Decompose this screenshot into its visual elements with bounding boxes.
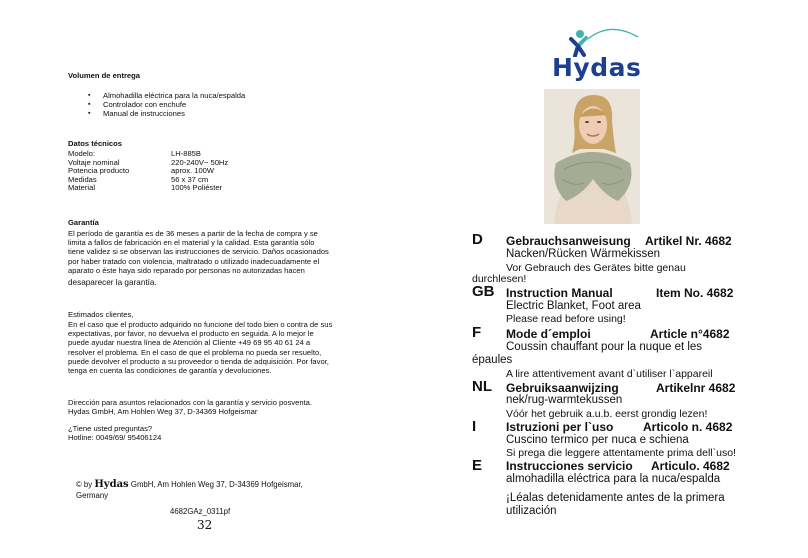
title-gb: Instruction Manual (506, 286, 613, 300)
title-i: Istruzioni per l`uso (506, 420, 614, 434)
lang-code-i: I (472, 418, 477, 435)
note-e: ¡Léalas detenidamente antes de la primera (506, 492, 725, 504)
list-item: ▪ Almohadilla eléctrica para la nuca/espalda (88, 91, 245, 100)
copyright-country: Germany (76, 491, 109, 500)
spec-key: Voltaje nominal (68, 157, 120, 167)
note2-d: durchlesen! (472, 273, 527, 285)
warranty-text (68, 229, 368, 275)
spec-value: 100% Poliéster (171, 183, 223, 193)
copyright-rest: GmbH, Am Hohlen Weg 37, D-34369 Hofgeismar, (130, 480, 303, 489)
product-d: Nacken/Rücken Wärmekissen (506, 248, 661, 260)
questions (68, 424, 161, 442)
lang-code-gb: GB (472, 283, 495, 300)
note-f: A lire attentivement avant d`utiliser l`appareil (506, 368, 713, 380)
title-nl: Gebruiksaanwijzing (506, 381, 619, 395)
item-e: Articulo. 4682 (651, 459, 730, 473)
warranty-line: limita a fallos de fabricación en el material y la calidad. Esta garantía sólo (68, 238, 315, 248)
product-e: almohadilla eléctrica para la nuca/espalda (506, 473, 721, 485)
product-photo (544, 89, 640, 224)
spec-key: Modelo: (68, 149, 96, 158)
delivery-list (88, 91, 245, 118)
woman-with-neck-pillow-icon (544, 89, 640, 224)
lang-code-e: E (472, 457, 483, 474)
list-item: ▪ Manual de instrucciones (88, 109, 245, 118)
note2-e: utilización (506, 505, 557, 517)
customers-line: puede devolver el producto a su proveedor o tienda de adquisición. Por favor, (68, 356, 329, 366)
product-nl: nek/rug-warmtekussen (506, 394, 623, 406)
lang-code-d: D (472, 231, 483, 248)
spec-key: Medidas (68, 174, 97, 184)
customers-text (68, 320, 368, 375)
product2-f: épaules (472, 354, 513, 366)
note-d: Vor Gebrauch des Gerätes bitte genau (506, 262, 686, 274)
note-nl: Vóór het gebruik a.u.b. eerst grondig lezen! (506, 408, 708, 420)
customers-line: expectativas, por favor, no devuelva el producto en seguida. A lo mejor le (68, 329, 314, 339)
warranty-line: tiene validez si se observan las instrucciones de servicio. Daños ocasionados (68, 247, 329, 257)
spec-value: aprox. 100W (171, 166, 215, 176)
item-i: Articolo n. 4682 (643, 420, 733, 434)
warranty-line: aparato o éste haya sido reparado por personas no autorizadas hacen (68, 265, 305, 275)
list-item: ▪ Controlador con enchufe (88, 100, 245, 109)
spec-key: Material (68, 183, 96, 193)
spec-value: 56 x 37 cm (171, 174, 209, 184)
title-f: Mode d´emploi (506, 327, 591, 341)
title-d: Gebrauchsanweisung (506, 234, 631, 248)
table-row (68, 184, 228, 193)
page-number: 32 (197, 518, 213, 532)
lang-code-nl: NL (472, 378, 492, 395)
questions-line: ¿Tiene usted preguntas? (68, 424, 153, 433)
tech-table (68, 150, 228, 193)
customers-line: resolver el problema. En el caso de que el problema no pueda ser resuelto, (68, 347, 322, 357)
item-d: Artikel Nr. 4682 (645, 234, 732, 248)
warranty-line: por haber tratado con violencia, maltratado o utilizado inadecuadamente el (68, 256, 320, 266)
tech-heading: Datos técnicos (68, 139, 123, 148)
delivery-heading: Volumen de entrega (68, 71, 141, 80)
hydas-logo (552, 25, 646, 87)
service-line: Hydas GmbH, Am Hohlen Weg 37, D-34369 Hofgeismar (68, 407, 258, 417)
item-gb: Item No. 4682 (656, 286, 734, 300)
lang-code-f: F (472, 324, 482, 341)
customers-greeting: Estimados clientes, (68, 310, 134, 319)
service-address (68, 398, 312, 416)
logo-text: Hydas (552, 53, 642, 82)
copyright-prefix: © by (76, 480, 93, 489)
product-gb: Electric Blanket, Foot area (506, 300, 641, 312)
product-f: Coussin chauffant pour la nuque et les (506, 341, 703, 353)
title-e: Instrucciones servicio (506, 459, 633, 473)
product-i: Cuscino termico per nuca e schiena (506, 434, 689, 446)
customers-line: tenga en cuenta las condiciones de garantía y devoluciones. (68, 366, 272, 376)
customers-line: puede ayudar nuestra línea de Atención al Cliente +49 69 95 40 61 24 a (68, 338, 311, 348)
warranty-heading: Garantía (68, 218, 99, 227)
note-i: Si prega die leggere attentamente prima dell`uso! (506, 447, 736, 459)
warranty-last-line: desaparecer la garantía. (68, 278, 157, 287)
spec-value: LH-885B (171, 149, 201, 158)
item-f: Article n°4682 (650, 327, 730, 341)
spec-key: Potencia producto (68, 166, 130, 176)
service-line: Dirección para asuntos relacionados con la garantía y servicio posventa. (68, 398, 312, 407)
copyright-brand: Hydas (94, 479, 129, 490)
item-nl: Artikelnr 4682 (656, 381, 736, 395)
note-gb: Please read before using! (506, 313, 626, 325)
hotline: Hotline: 0049/69/ 95406124 (68, 433, 162, 443)
spec-value: 220-240V~ 50Hz (171, 157, 229, 167)
customers-line: En el caso que el producto adquirido no funcione del todo bien o contra de sus (68, 320, 333, 329)
doc-code: 4682GAz_0311pf (170, 507, 231, 516)
right-page (404, 0, 808, 558)
warranty-line: El período de garantía es de 36 meses a partir de la fecha de compra y se (68, 229, 318, 238)
copyright (76, 479, 303, 490)
